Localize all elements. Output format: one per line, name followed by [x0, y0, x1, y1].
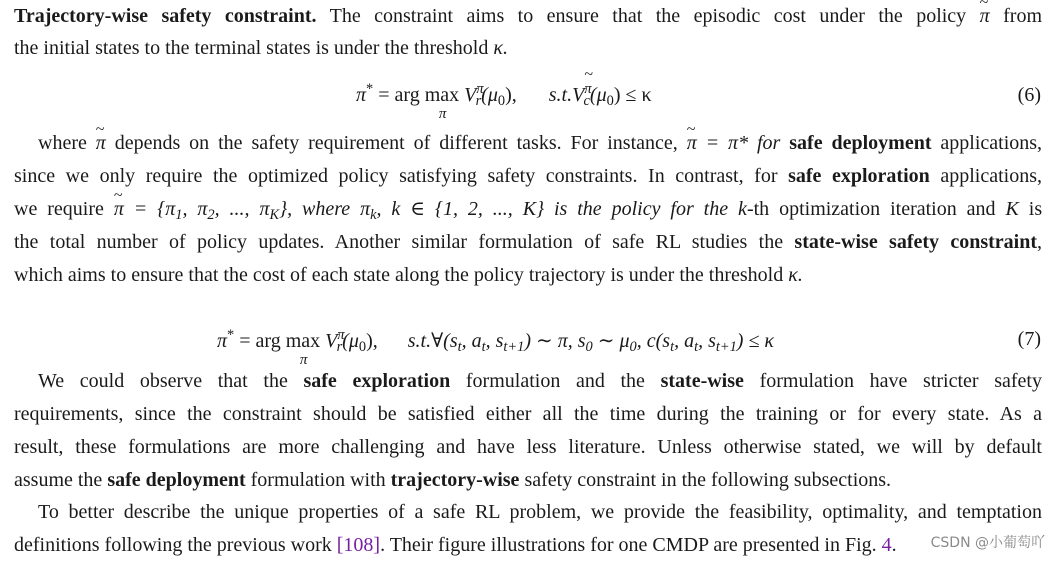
para3-text: result, these formulations are more challenging and have less literature. Unless otherwise stated, we will by default [14, 436, 1042, 458]
pi-tilde-symbol: ~ π [687, 127, 697, 160]
eq6-V-sup: π [476, 81, 484, 98]
policy-index-set: , k ∈ {1, 2, ..., K} is the policy for the [376, 198, 729, 220]
para2-text: applications, [940, 132, 1042, 154]
bold-term: state-wise [660, 370, 744, 392]
kappa-symbol: κ. [788, 264, 803, 286]
para3-text: formulation and the [465, 370, 645, 392]
eq6-arg-sub: 0 [497, 93, 506, 110]
para4-line1 [14, 496, 1042, 529]
bold-term: safe exploration [788, 165, 930, 187]
para1-heading: Trajectory-wise safety constraint. [14, 5, 317, 27]
policy-sub-1: 1 [175, 207, 183, 224]
para3-text: assume the [14, 469, 103, 491]
eq7-V-sub: r [336, 339, 343, 356]
para1-line1 [14, 0, 1042, 33]
eq7-term: ∼ μ [592, 330, 630, 352]
eq6-lhs: π [356, 84, 367, 106]
eq6-argmax-sub: π [438, 106, 447, 122]
eq7-arg: (μ [342, 330, 359, 352]
para2-text: is [1028, 198, 1042, 220]
policy-set [133, 198, 729, 224]
eq7-sub: t+1 [715, 339, 737, 356]
bold-term: safe exploration [303, 370, 451, 392]
eq6-st-arg-sub: 0 [606, 93, 614, 110]
eq7-sub: t [694, 339, 699, 356]
para2-text: we require [14, 198, 104, 220]
eq7-sub: t [670, 339, 675, 356]
eq7-term: , a [461, 330, 482, 352]
eq7-sub: 0 [585, 339, 593, 356]
para2-text: depends on the safety requirement of different tasks. For instance, [114, 132, 678, 154]
eq7-term: , c(s [636, 330, 671, 352]
para3-line1 [14, 365, 1042, 398]
equation-7-body [217, 327, 775, 368]
para2-text: , [1037, 231, 1042, 253]
para2-text: where [38, 132, 87, 154]
para2-line2 [14, 160, 1042, 193]
policy-sub-k: k [370, 207, 377, 224]
para2-text: since we only require the optimized policy satisfying safety constraints. In contrast, for [14, 165, 778, 187]
para1-text: from [1003, 5, 1042, 27]
para2-line4 [14, 226, 1042, 259]
para4-text: To better describe the unique properties of a safe RL problem, we provide the feasibility, optimality, and temptation [38, 501, 1042, 523]
para1-line2 [14, 32, 1042, 65]
bold-term: safe deployment [789, 132, 932, 154]
equation-6-body: π* = arg max π $V^\pi_r(\mu_0)$, $s.t.V^\pi_c(\mu_0) \le \kappa$ [356, 81, 652, 122]
policy-sub-2: 2 [207, 207, 215, 224]
eq7-term: ) ∼ π, s [524, 330, 586, 352]
para3-text: formulation with [250, 469, 386, 491]
para3-line4 [14, 464, 1042, 497]
equation-7 [0, 322, 1061, 366]
policy-sep-1: , π [182, 198, 208, 220]
pi-tilde-symbol: ~ π [96, 127, 106, 160]
eq6-st: s.t.V [548, 84, 585, 106]
pi-tilde-symbol: ~ π [114, 193, 124, 226]
pi-tilde-symbol: ~ π [980, 0, 990, 33]
eq7-argmax-sub: π [299, 352, 308, 368]
eq7-sub: t+1 [503, 339, 525, 356]
eq7-V-sup: π [337, 327, 345, 344]
bold-term: safe deployment [107, 469, 246, 491]
eq7-V: V [325, 330, 338, 352]
eq7-term: ) ≤ κ [736, 330, 775, 352]
citation-link-108[interactable]: [108] [336, 534, 381, 556]
eq6-argmax [378, 84, 460, 122]
eq6-V-sub: r [475, 93, 482, 110]
para3-text: formulation have stricter safety [759, 370, 1042, 392]
eq6-star: * [366, 81, 374, 98]
para3-text: We could observe that the [38, 370, 288, 392]
eq6-arg-close: ), [505, 84, 517, 106]
eq7-star: * [227, 327, 235, 344]
para1-text: The constraint aims to ensure that the episodic cost under the policy [329, 5, 967, 27]
para2-line3 [14, 193, 1042, 226]
para4-line2 [14, 529, 1042, 562]
eq6-st-rhs: ) ≤ κ [613, 84, 652, 106]
eq7-sub: t [457, 339, 462, 356]
para2-line5 [14, 259, 1042, 292]
eq7-term: , s [485, 330, 504, 352]
para2-line1 [14, 127, 1042, 160]
eq7-argmax [239, 330, 321, 368]
eq7-argmax-text: = arg max [239, 330, 321, 352]
eq6-V: V [464, 84, 477, 106]
eq7-term: , a [674, 330, 695, 352]
para3-line2 [14, 398, 1042, 431]
para2-math: = π* for [705, 132, 781, 154]
eq6-argmax-text: = arg max [378, 84, 460, 106]
eq7-sub: t [481, 339, 486, 356]
equation-6-number: (6) [1017, 84, 1041, 106]
para2-text: -th optimization iteration and [746, 198, 996, 220]
figure-link-4[interactable]: 4 [881, 534, 892, 556]
csdn-watermark: CSDN @小葡萄吖 [930, 535, 1045, 551]
K-symbol: K [1005, 198, 1019, 220]
kappa-symbol: κ. [493, 37, 508, 59]
para3-text: safety constraint in the following subsections. [524, 469, 892, 491]
eq7-sub: 0 [629, 339, 637, 356]
k-symbol: k [738, 198, 747, 220]
para2-text: which aims to ensure that the cost of each state along the policy trajectory is under the threshold [14, 264, 784, 286]
para1-text: the initial states to the terminal states is under the threshold [14, 37, 489, 59]
eq6-arg: (μ [481, 84, 498, 106]
para4-text: definitions following the previous work [14, 534, 332, 556]
para4-text: . [891, 534, 897, 556]
para2-text: applications, [940, 165, 1042, 187]
eq7-st: s.t.∀(s [407, 330, 458, 352]
bold-term: trajectory-wise [390, 469, 520, 491]
para2-text: the total number of policy updates. Another similar formulation of safe RL studies the [14, 231, 784, 253]
para3-line3 [14, 431, 1042, 464]
eq7-term: , s [698, 330, 716, 352]
policy-sub-K: K [269, 207, 280, 224]
equation-7-number: (7) [1017, 328, 1041, 350]
eq6-st-sub: c [583, 93, 590, 110]
para4-text: . Their figure illustrations for one CMDP are presented in Fig. [380, 534, 877, 556]
eq7-lhs: π [217, 330, 228, 352]
eq7-arg-sub: 0 [358, 339, 367, 356]
bold-term: state-wise safety constraint [794, 231, 1037, 253]
eq7-constraint [407, 330, 775, 356]
policy-set-close: }, where π [279, 198, 371, 220]
eq6-st-arg: (μ [589, 84, 607, 106]
eq7-arg-close: ), [366, 330, 378, 352]
policy-sep-2: , ..., π [214, 198, 270, 220]
para3-text: requirements, since the constraint should be satisfied either all the time during the training or for every state. As a [14, 403, 1042, 425]
equation-6 [0, 78, 1061, 122]
policy-set-open: = {π [133, 198, 176, 220]
